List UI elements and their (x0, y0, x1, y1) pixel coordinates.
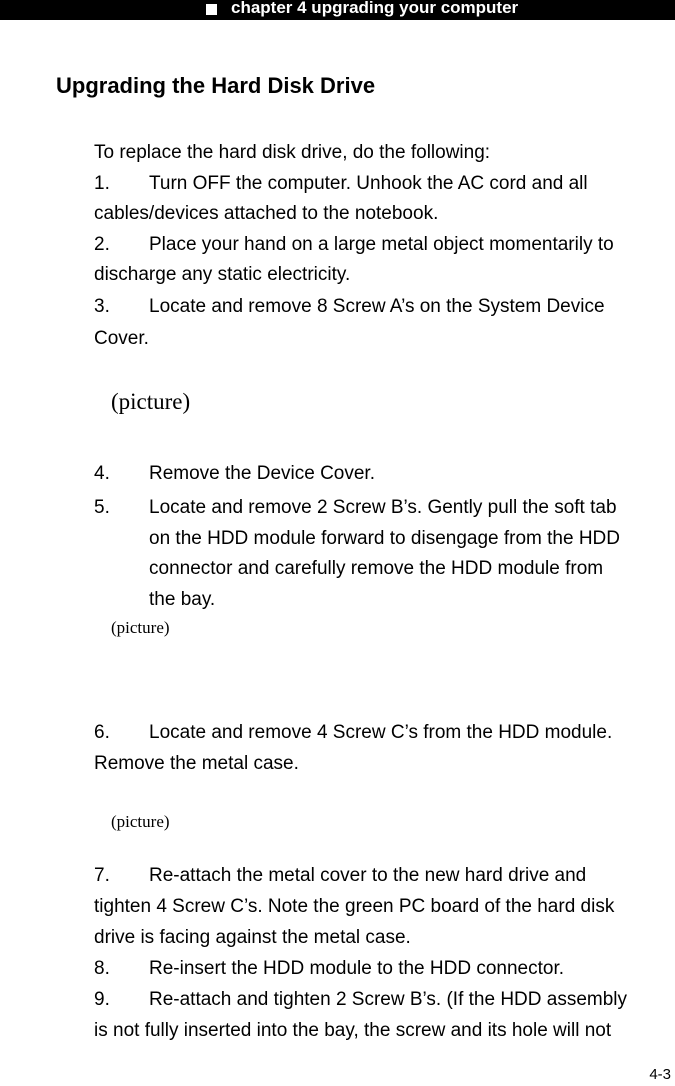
bullet-square-icon (206, 4, 217, 15)
step-number: 9. (94, 989, 110, 1010)
step-number: 4. (94, 463, 110, 484)
step-text: Cover. (94, 328, 149, 349)
chapter-title: chapter 4 upgrading your computer (231, 0, 519, 17)
step-text: Re-attach the metal cover to the new hard drive and (149, 865, 587, 886)
page-number: 4-3 (649, 1066, 671, 1083)
step-text: Re-insert the HDD module to the HDD connector. (149, 958, 565, 979)
step-text: discharge any static electricity. (94, 264, 351, 285)
step-number: 2. (94, 234, 110, 255)
step-number: 1. (94, 173, 110, 194)
step-text: drive is facing against the metal case. (94, 927, 411, 948)
step-text: Locate and remove 2 Screw B’s. Gently pull the soft tab (149, 497, 617, 518)
step-text: the bay. (149, 589, 216, 610)
step-text: Locate and remove 4 Screw C’s from the HDD module. (149, 722, 613, 743)
step-text: Re-attach and tighten 2 Screw B’s. (If the HDD assembly (149, 989, 628, 1010)
picture-placeholder: (picture) (111, 812, 170, 831)
step-text: connector and carefully remove the HDD module from (149, 558, 604, 579)
step-text: is not fully inserted into the bay, the screw and its hole will not (94, 1020, 612, 1041)
step-text: on the HDD module forward to disengage from the HDD (149, 528, 621, 549)
step-text: Remove the metal case. (94, 753, 299, 774)
step-number: 7. (94, 865, 110, 886)
picture-placeholder: (picture) (111, 389, 191, 414)
step-text: Locate and remove 8 Screw A’s on the System Device (149, 296, 605, 317)
step-number: 6. (94, 722, 110, 743)
section-title: Upgrading the Hard Disk Drive (56, 73, 376, 98)
step-number: 3. (94, 296, 110, 317)
step-text: Place your hand on a large metal object momentarily to (149, 234, 614, 255)
picture-placeholder: (picture) (111, 618, 170, 637)
step-number: 8. (94, 958, 110, 979)
step-text: Turn OFF the computer. Unhook the AC cord and all (149, 173, 588, 194)
intro-text: To replace the hard disk drive, do the following: (94, 142, 491, 163)
step-text: cables/devices attached to the notebook. (94, 203, 439, 224)
step-text: Remove the Device Cover. (149, 463, 375, 484)
step-number: 5. (94, 497, 110, 518)
chapter-header-bar (0, 0, 675, 20)
step-text: tighten 4 Screw C’s. Note the green PC board of the hard disk (94, 896, 615, 917)
